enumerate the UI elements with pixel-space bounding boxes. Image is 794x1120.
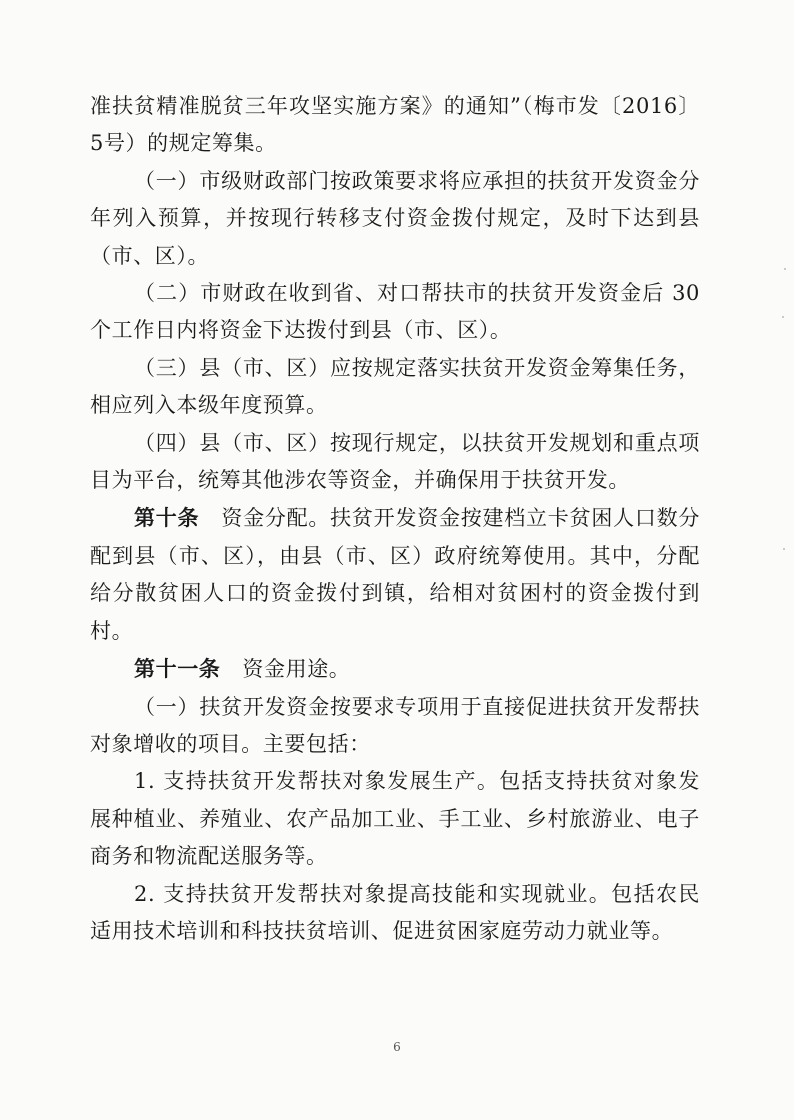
scan-speck: [783, 548, 785, 550]
article-10-text: 资金分配。扶贫开发资金按建档立卡贫困人口数分配到县（市、区），由县（市、区）政府统筹使用。其中，分配给分散贫困人口的资金拨付到镇，给相对贫困村的资金拨付到村。: [90, 506, 700, 643]
paragraph-usage-3: 2. 支持扶贫开发帮扶对象提高技能和实现就业。包括农民适用技术培训和科技扶贫培训、促进贫困家庭劳动力就业等。: [90, 881, 700, 943]
article-11-heading: 第十一条: [134, 656, 221, 682]
paragraph-item-4: （四）县（市、区）按现行规定，以扶贫开发规划和重点项目为平台，统筹其他涉农等资金，并确保用于扶贫开发。: [90, 430, 700, 493]
scan-speck: [782, 316, 784, 318]
paragraph-usage-1: （一）扶贫开发资金按要求专项用于直接促进扶贫开发帮扶对象增收的项目。主要包括：: [90, 694, 700, 756]
article-11: [90, 650, 700, 688]
article-10: [90, 499, 700, 650]
paragraph-funding-source: 准扶贫精准脱贫三年攻坚实施方案》的通知”（梅市发〔2016〕5号）的规定筹集。: [90, 94, 700, 156]
article-11-text: 资金用途。: [242, 657, 351, 682]
paragraph-item-3: （三）县（市、区）应按规定落实扶贫开发资金筹集任务，相应列入本级年度预算。: [90, 355, 700, 418]
page-number: 6: [393, 1040, 401, 1054]
document-body: [90, 88, 700, 950]
scan-speck: [784, 268, 786, 270]
paragraph-item-1: （一）市级财政部门按政策要求将应承担的扶贫开发资金分年列入预算，并按现行转移支付资金拨付规定，及时下达到县（市、区）。: [90, 168, 700, 268]
paragraph-item-2: （二）市财政在收到省、对口帮扶市的扶贫开发资金后 30 个工作日内将资金下达拨付到县（市、区）。: [90, 281, 700, 343]
article-10-heading: 第十条: [134, 505, 200, 531]
paragraph-usage-2: 1. 支持扶贫开发帮扶对象发展生产。包括支持扶贫对象发展种植业、养殖业、农产品加工业、手工业、乡村旅游业、电子商务和物流配送服务等。: [90, 769, 700, 869]
